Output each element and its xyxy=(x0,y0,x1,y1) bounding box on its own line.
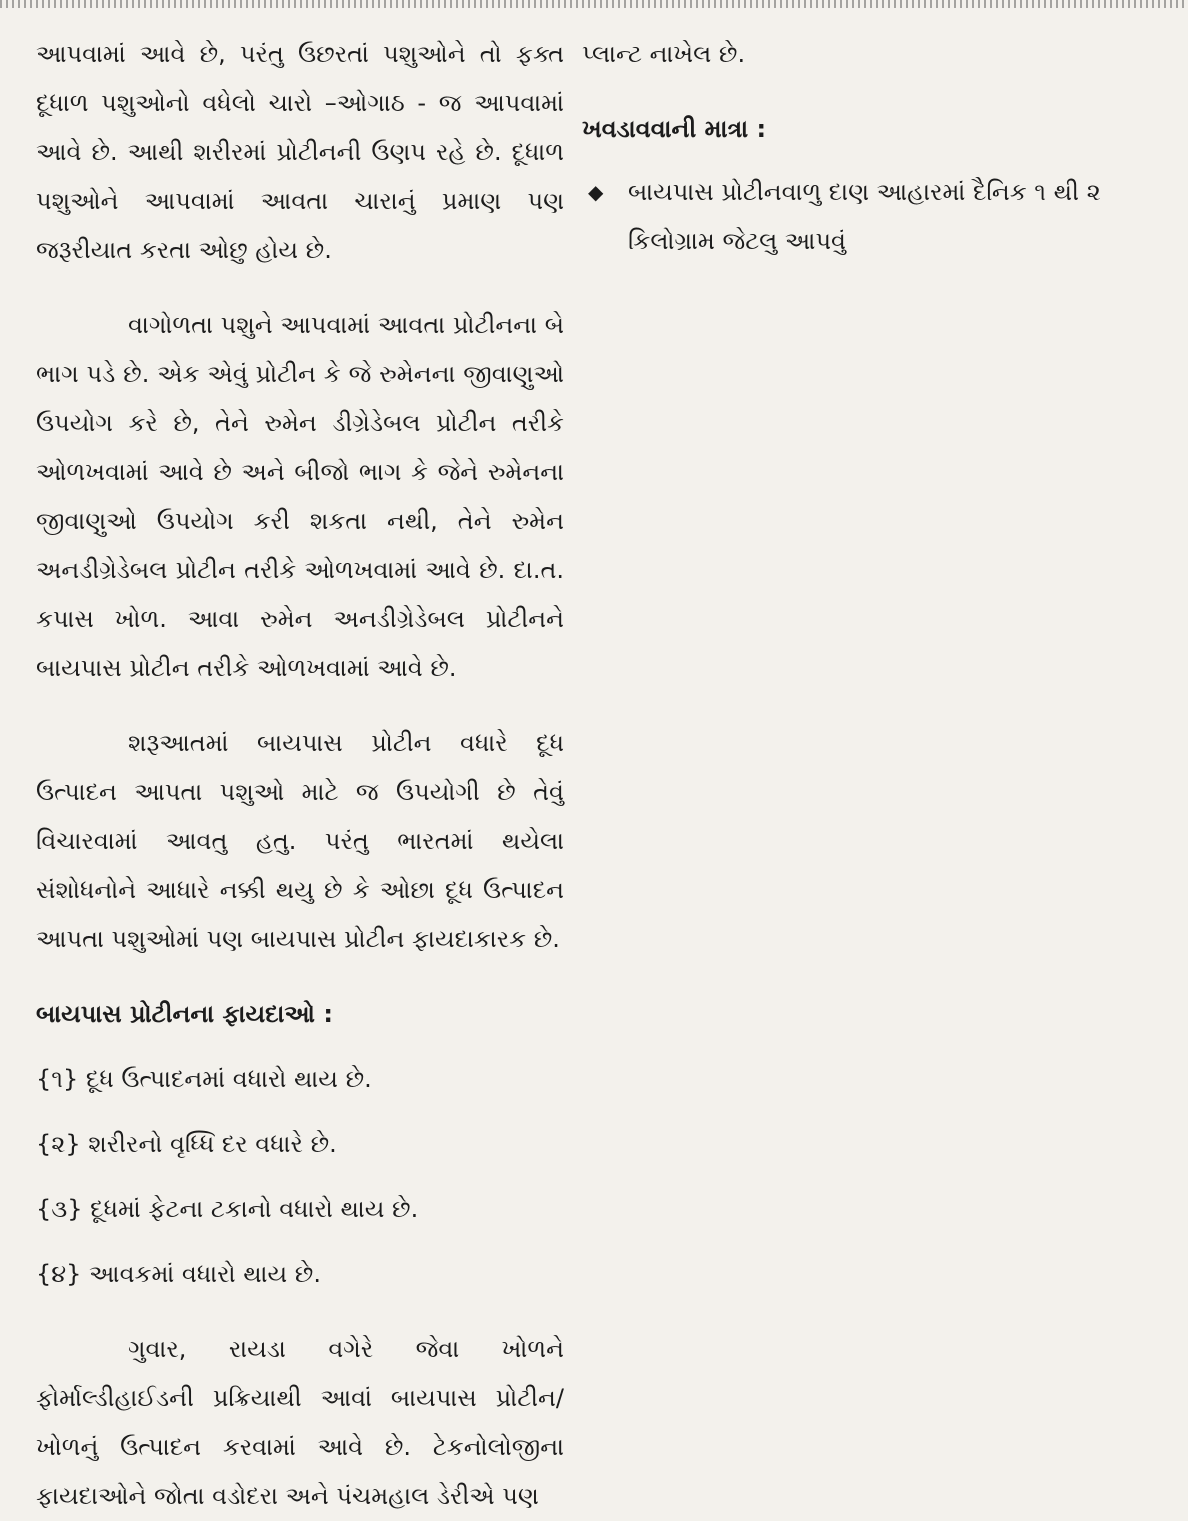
benefit-item: {૨} શરીરનો વૃધ્ધિ દર વધારે છે. xyxy=(36,1130,337,1158)
paragraph-protein-types: વાગોળતા પશુને આપવામાં આવતા પ્રોટીનના બે ભાગ પડે છે. એક એવું પ્રોટીન કે જે રુમેનના જીવાણુઓ ઉપયોગ કરે છે, તેને રુમેન ડીગ્રેડેબલ પ્રોટીન તરીકે ઓળખવામાં આવે છે અને બીજો ભાગ કે જેને રુમેનના જીવાણુઓ ઉપયોગ કરી શકતા નથી, તેને રુમેન અનડીગ્રેડેબલ પ્રોટીન તરીકે ઓળખવામાં આવે છે. દા.ત. કપાસ ખોળ. આવા રુમેન અનડીગ્રેડેબલ પ્રોટીનને બાયપાસ પ્રોટીન તરીકે ઓળખવામાં આવે છે. xyxy=(36,311,564,682)
dosage-bullet-item xyxy=(582,168,1142,266)
paragraph-continuation: પ્લાન્ટ નાખેલ છે. xyxy=(582,40,746,68)
benefits-heading: બાયપાસ પ્રોટીનના ફાયદાઓ : xyxy=(36,1000,333,1028)
paragraph-production: ગુવાર, રાયડા વગેરે જેવા ખોળને ફોર્માલ્ડીહાઈડની પ્રક્રિયાથી આવાં બાયપાસ પ્રોટીન/ખોળનું ઉત્પાદન કરવામાં આવે છે. ટેકનોલોજીના ફાયદાઓને જોતા વડોદરા અને પંચમહાલ ડેરીએ પણ xyxy=(36,1335,564,1510)
paragraph-protein-deficiency: આપવામાં આવે છે, પરંતુ ઉછરતાં પશુઓને તો ફક્ત દૂધાળ પશુઓનો વધેલો ચારો –ઓગાઠ - જ આપવામાં આવે છે. આથી શરીરમાં પ્રોટીનની ઉણપ રહે છે. દૂધાળ પશુઓને આપવામાં આવતા ચારાનું પ્રમાણ પણ જરૂરીયાત કરતા ઓછુ હોય છે. xyxy=(36,40,564,264)
diamond-bullet-icon: ◆ xyxy=(588,180,604,204)
benefit-item: {૩} દૂધમાં ફેટના ટકાનો વધારો થાય છે. xyxy=(36,1195,419,1223)
benefit-item: {૪} આવકમાં વધારો થાય છે. xyxy=(36,1260,321,1288)
dosage-text: બાયપાસ પ્રોટીનવાળુ દાણ આહારમાં દૈનિક ૧ થી ૨ કિલોગ્રામ જેટલુ આપવું xyxy=(628,178,1101,255)
paragraph-research: શરૂઆતમાં બાયપાસ પ્રોટીન વધારે દૂધ ઉત્પાદન આપતા પશુઓ માટે જ ઉપયોગી છે તેવું વિચારવામાં આવતુ હતુ. પરંતુ ભારતમાં થયેલા સંશોધનોને આધારે નક્કી થયુ છે કે ઓછા દૂધ ઉત્પાદન આપતા પશુઓમાં પણ બાયપાસ પ્રોટીન ફાયદાકારક છે. xyxy=(36,729,564,953)
left-column xyxy=(36,30,564,1521)
benefit-item: {૧} દૂધ ઉત્પાદનમાં વધારો થાય છે. xyxy=(36,1065,372,1093)
page-top-edge xyxy=(0,0,1188,8)
right-column xyxy=(582,30,1142,266)
dosage-heading: ખવડાવવાની માત્રા : xyxy=(582,115,767,143)
